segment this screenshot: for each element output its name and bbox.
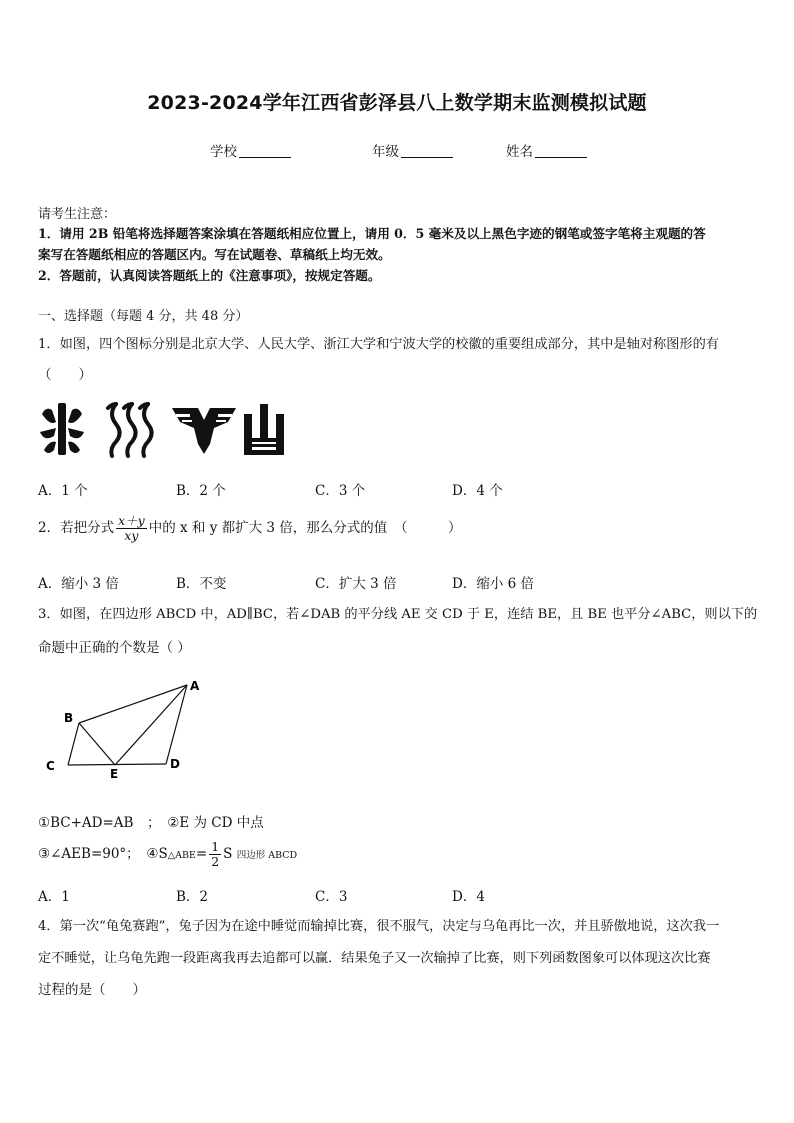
q3-stmt4-sub2: 四边形 ABCD: [236, 850, 298, 861]
q3-option-a[interactable]: A．1: [38, 889, 70, 905]
q3-line1: 3．如图，在四边形 ABCD 中，AD∥BC，若∠DAB 的平分线 AE 交 CD 于 E，连结 BE，且 BE 也平分∠ABC，则以下的: [38, 607, 758, 622]
grade-blank: [401, 143, 453, 158]
name-blank: [535, 143, 587, 158]
grade-field: [372, 140, 453, 160]
name-label: 姓名: [506, 144, 533, 160]
q3-half-numerator: 1: [211, 839, 220, 854]
q3-quadrilateral-figure: [40, 672, 210, 784]
notice-item2: 2．答题前，认真阅读答题纸上的《注意事项》，按规定答题。: [38, 268, 381, 283]
q4-line3: 过程的是（ ）: [38, 982, 146, 998]
segment-dc: [68, 764, 166, 765]
q2-option-a[interactable]: A．缩小 3 倍: [38, 576, 119, 592]
q1-option-b[interactable]: B．2 个: [176, 483, 226, 499]
q2-stem: [38, 514, 462, 543]
notice-heading: 请考生注意：: [38, 207, 117, 222]
vertex-label-b: B: [64, 711, 74, 725]
q2-prefix: 2．若把分式: [38, 520, 115, 536]
q2-suffix: 中的 x 和 y 都扩大 3 倍，那么分式的值 （ ）: [148, 520, 462, 536]
q2-fraction: [116, 514, 147, 543]
q3-statements-3-4: [38, 840, 297, 869]
school-label: 学校: [210, 144, 237, 160]
q3-half-fraction: [209, 840, 221, 869]
school-field: [210, 140, 291, 160]
q1-line2: （ ）: [38, 367, 92, 383]
zju-logo-icon: [172, 408, 236, 454]
q3-half-denominator: 2: [211, 854, 220, 869]
q1-option-c[interactable]: C．3 个: [315, 483, 366, 499]
page-title: 2023-2024学年江西省彭泽县八上数学期末监测模拟试题: [147, 92, 647, 114]
q3-statements-1-2: ①BC+AD=AB ； ②E 为 CD 中点: [38, 815, 264, 831]
q3-stmt4-eq: =: [195, 846, 208, 862]
q1-option-d[interactable]: D．4 个: [452, 483, 503, 499]
q2-option-c[interactable]: C．扩大 3 倍: [315, 576, 397, 592]
vertex-label-c: C: [46, 759, 55, 773]
q2-option-b[interactable]: B．不变: [176, 576, 227, 592]
q2-option-d[interactable]: D．缩小 6 倍: [452, 576, 534, 592]
section-heading: 一、选择题（每题 4 分，共 48 分）: [38, 309, 249, 324]
q1-line1: 1．如图，四个图标分别是北京大学、人民大学、浙江大学和宁波大学的校徽的重要组成部分，其中是轴对称图形的有: [38, 337, 719, 352]
school-blank: [239, 143, 291, 158]
notice-item1-line1: 1．请用 2B 铅笔将选择题答案涂填在答题纸相应位置上，请用 0．5 毫米及以上黑色字迹的钢笔或签字笔将主观题的答: [38, 226, 706, 241]
vertex-label-a: A: [190, 679, 200, 693]
nbu-logo-icon: [244, 404, 284, 455]
ruc-logo-icon: [108, 404, 152, 456]
q3-stmt4-sub1: △ABE: [167, 850, 196, 861]
vertex-label-e: E: [110, 767, 119, 781]
name-field: [506, 140, 587, 160]
pku-logo-icon: [40, 403, 84, 455]
q1-logos-figure: [38, 400, 298, 460]
grade-label: 年级: [372, 144, 399, 160]
segment-cb: [68, 723, 79, 765]
q4-line1: 4．第一次“龟兔赛跑”，兔子因为在途中睡觉而输掉比赛，很不服气，决定与乌龟再比一次，并且骄傲地说，这次我一: [38, 919, 720, 934]
q2-fraction-numerator: x＋y: [118, 513, 145, 528]
segment-be: [79, 723, 115, 765]
q3-stmt3-text: ③∠AEB=90°； ④S: [38, 846, 168, 862]
vertex-label-d: D: [170, 757, 180, 771]
segment-ba: [79, 685, 187, 723]
q3-option-d[interactable]: D．4: [452, 889, 485, 905]
q1-option-a[interactable]: A．1 个: [38, 483, 88, 499]
q2-fraction-denominator: xy: [124, 528, 139, 543]
notice-item1-line2: 案写在答题纸相应的答题区内。写在试题卷、草稿纸上均无效。: [38, 247, 391, 262]
q3-option-b[interactable]: B．2: [176, 889, 209, 905]
q3-stmt4-s: S: [223, 846, 233, 862]
q3-option-c[interactable]: C．3: [315, 889, 348, 905]
q3-line2: 命题中正确的个数是（ ）: [38, 640, 191, 656]
q4-line2: 定不睡觉，让乌龟先跑一段距离我再去追都可以赢．结果兔子又一次输掉了比赛，则下列函数图象可以体现这次比赛: [38, 951, 711, 966]
